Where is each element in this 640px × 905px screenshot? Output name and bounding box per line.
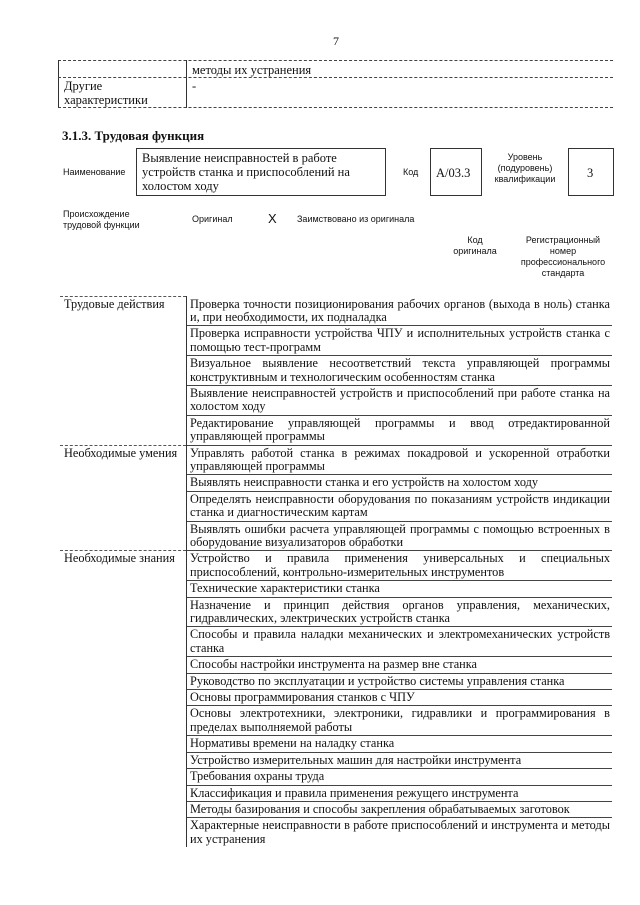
table-rule [58, 77, 613, 78]
level-label: Уровень (подуровень) квалификации [494, 152, 556, 184]
name-label: Наименование [63, 167, 126, 177]
section-title: 3.1.3. Трудовая функция [62, 128, 205, 143]
section-label: Необходимые умения [60, 445, 187, 551]
section-item: Технические характеристики станка [187, 581, 613, 597]
page-number: 7 [333, 34, 339, 48]
section-item: Проверка исправности устройства ЧПУ и исполнительных устройств станка с помощью тест-программ [187, 326, 613, 356]
section-item: Выявление неисправностей устройств и приспособлений при работе станка на холостом ходу [187, 385, 613, 415]
section-item: Определять неисправности оборудования по показаниям устройств индикации станка и диагностическим картам [187, 491, 613, 521]
section-item: Устройство и правила применения универсальных и специальных приспособлений, контрольно-измерительных инструментов [187, 551, 613, 581]
original-label: Оригинал [192, 214, 233, 224]
function-details-table [60, 296, 612, 847]
section-item: Нормативы времени на наладку станка [187, 736, 613, 752]
section-item: Управлять работой станка в режимах покадровой и ускоренной отработки управляющей программы [187, 445, 613, 475]
section-item: Требования охраны труда [187, 769, 613, 785]
registration-number-label: Регистрационный номер профессионального стандарта [520, 235, 606, 278]
section-label: Трудовые действия [60, 297, 187, 446]
code-value: A/03.3 [436, 166, 471, 180]
table-row [60, 445, 612, 475]
other-characteristics-value: - [192, 79, 197, 93]
section-item: Проверка точности позиционирования рабочих органов (выхода в ноль) станка и, при необходимости, их подналадка [187, 297, 613, 326]
code-label: Код [403, 167, 419, 177]
borrowed-label: Заимствовано из оригинала [297, 214, 415, 224]
continuation-text: методы их устранения [192, 63, 312, 77]
section-label: Необходимые знания [60, 551, 187, 847]
section-item: Основы программирования станков с ЧПУ [187, 690, 613, 706]
section-item: Руководство по эксплуатации и устройство системы управления станка [187, 673, 613, 689]
table-row [60, 297, 612, 326]
table-rule [58, 60, 59, 108]
section-item: Характерные неисправности в работе приспособлений и инструмента и методы их устранения [187, 818, 613, 847]
section-item: Способы и правила наладки механических и электромеханических устройств станка [187, 627, 613, 657]
section-item: Назначение и принцип действия органов управления, механических, гидравлических, электрических устройств станка [187, 597, 613, 627]
section-item: Выявлять неисправности станка и его устройств на холостом ходу [187, 475, 613, 491]
section-item: Редактирование управляющей программы и ввод отредактированной управляющей программы [187, 415, 613, 445]
other-characteristics-label: Другие характеристики [64, 79, 148, 107]
table-rule [58, 60, 613, 61]
code-original-label: Код оригинала [453, 235, 497, 256]
section-item: Методы базирования и способы закрепления обрабатываемых заготовок [187, 801, 613, 817]
section-item: Способы настройки инструмента на размер вне станка [187, 657, 613, 673]
section-item: Визуальное выявление несоответствий текста управляющей программы конструктивным и технологическим особенностям станка [187, 356, 613, 386]
section-item: Устройство измерительных машин для настройки инструмента [187, 752, 613, 768]
section-item: Классификация и правила применения режущего инструмента [187, 785, 613, 801]
original-mark: X [268, 211, 277, 226]
level-value: 3 [587, 166, 594, 180]
table-row [60, 551, 612, 581]
function-name: Выявление неисправностей в работе устройств станка и приспособлений на холостом ходу [142, 151, 350, 193]
table-rule [58, 107, 613, 108]
table-rule [186, 60, 187, 108]
section-item: Выявлять ошибки расчета управляющей программы с помощью встроенных в оборудование визуализаторов обработки [187, 521, 613, 551]
section-item: Основы электротехники, электроники, гидравлики и программирования в пределах выполняемой работы [187, 706, 613, 736]
origin-label: Происхождение трудовой функции [63, 209, 140, 230]
